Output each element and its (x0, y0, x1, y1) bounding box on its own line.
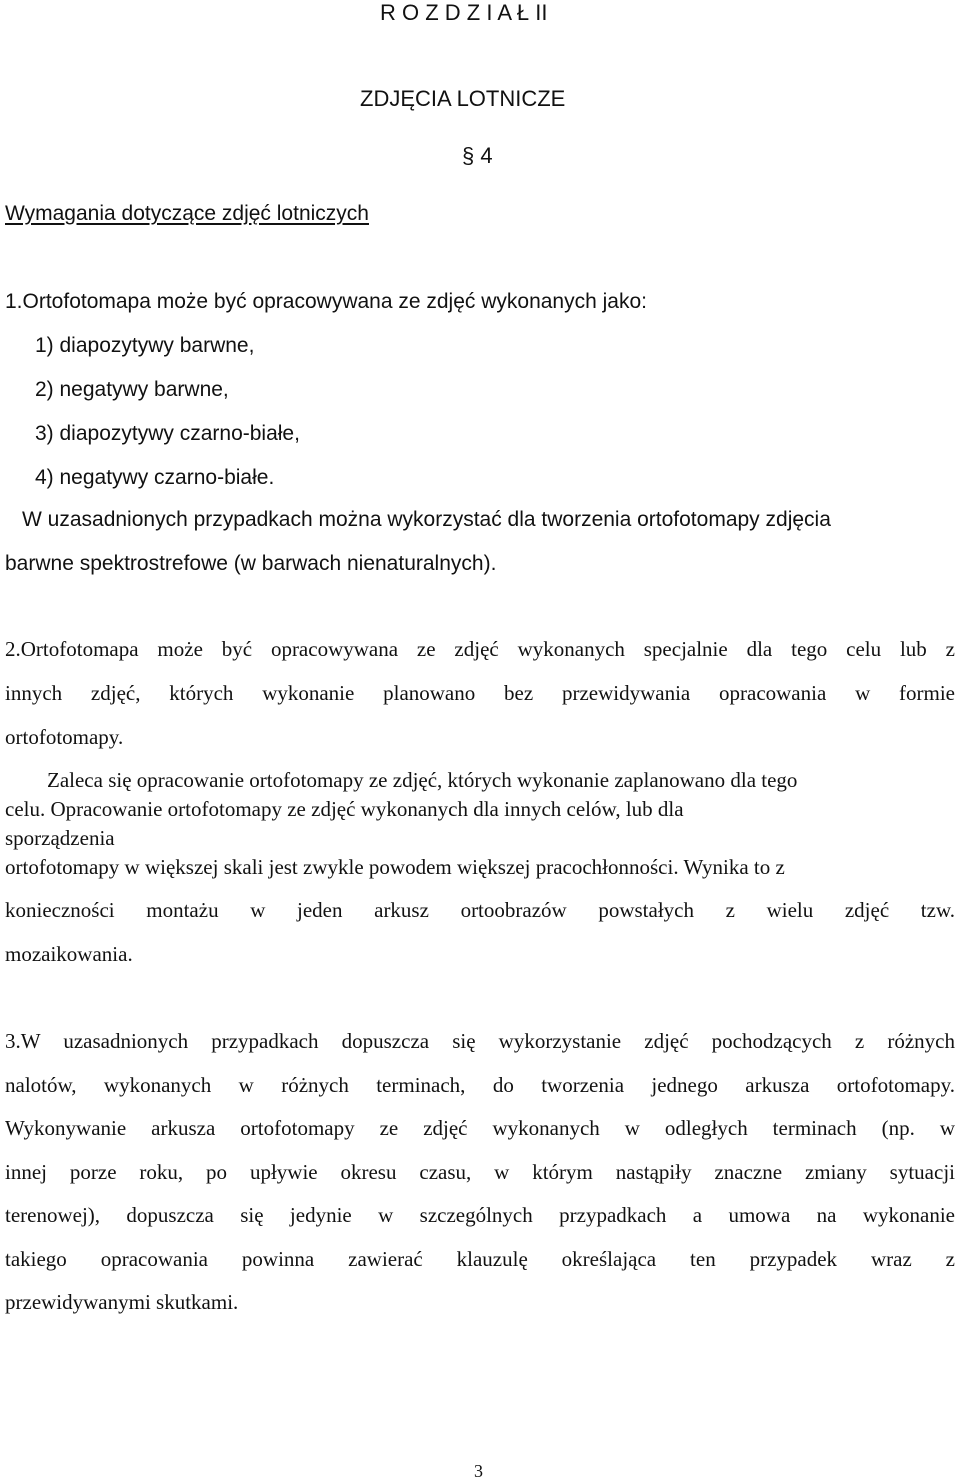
point2-paragraph-line: ortofotomapy w większej skali jest zwykle powodem większej pracochłonności. Wynika to z (5, 855, 785, 879)
point2-line: ortofotomapy. (5, 725, 124, 749)
point1-note-line: barwne spektrostrefowe (w barwach nienaturalnych). (5, 552, 497, 575)
point3-line: takiego opracowania powinna zawierać klauzulę określająca ten przypadek wraz z (5, 1247, 955, 1271)
point1-item: 1) diapozytywy barwne, (35, 334, 255, 357)
point3-line: przewidywanymi skutkami. (5, 1290, 239, 1314)
chapter-title: ZDJĘCIA LOTNICZE (360, 86, 566, 111)
point3-line: terenowej), dopuszcza się jedynie w szczególnych przypadkach a umowa na wykonanie (5, 1203, 955, 1227)
point1-intro: 1.Ortofotomapa może być opracowywana ze zdjęć wykonanych jako: (5, 290, 647, 313)
section-subtitle: Wymagania dotyczące zdjęć lotniczych (5, 202, 369, 225)
point2-paragraph-line: celu. Opracowanie ortofotomapy ze zdjęć wykonanych dla innych celów, lub dla (5, 797, 684, 821)
point2-paragraph-line: sporządzenia (5, 826, 115, 850)
point2-paragraph-line: mozaikowania. (5, 942, 133, 966)
point2-paragraph-line: konieczności montażu w jeden arkusz ortoobrazów powstałych z wielu zdjęć tzw. (5, 898, 955, 922)
point3-line: innej porze roku, po upływie okresu czasu, w którym nastąpiły znaczne zmiany sytuacji (5, 1160, 955, 1184)
point1-item: 4) negatywy czarno-białe. (35, 466, 275, 489)
point1-note-line: W uzasadnionych przypadkach można wykorzystać dla tworzenia ortofotomapy zdjęcia (22, 508, 831, 531)
point3-line: Wykonywanie arkusza ortofotomapy ze zdjęć wykonanych w odległych terminach (np. w (5, 1116, 955, 1140)
point3-line: nalotów, wykonanych w różnych terminach, do tworzenia jednego arkusza ortofotomapy. (5, 1073, 955, 1097)
point2-paragraph-line: Zaleca się opracowanie ortofotomapy ze zdjęć, których wykonanie zaplanowano dla tego (47, 768, 798, 792)
page-number: 3 (474, 1461, 483, 1481)
point1-item: 2) negatywy barwne, (35, 378, 229, 401)
section-number: § 4 (462, 143, 493, 168)
point2-line: 2.Ortofotomapa może być opracowywana ze zdjęć wykonanych specjalnie dla tego celu lub z (5, 637, 955, 661)
point2-line: innych zdjęć, których wykonanie planowano bez przewidywania opracowania w formie (5, 681, 955, 705)
point3-line: 3.W uzasadnionych przypadkach dopuszcza się wykorzystanie zdjęć pochodzących z różnych (5, 1029, 955, 1053)
point1-item: 3) diapozytywy czarno-białe, (35, 422, 300, 445)
chapter-heading: R O Z D Z I A Ł II (380, 0, 548, 25)
